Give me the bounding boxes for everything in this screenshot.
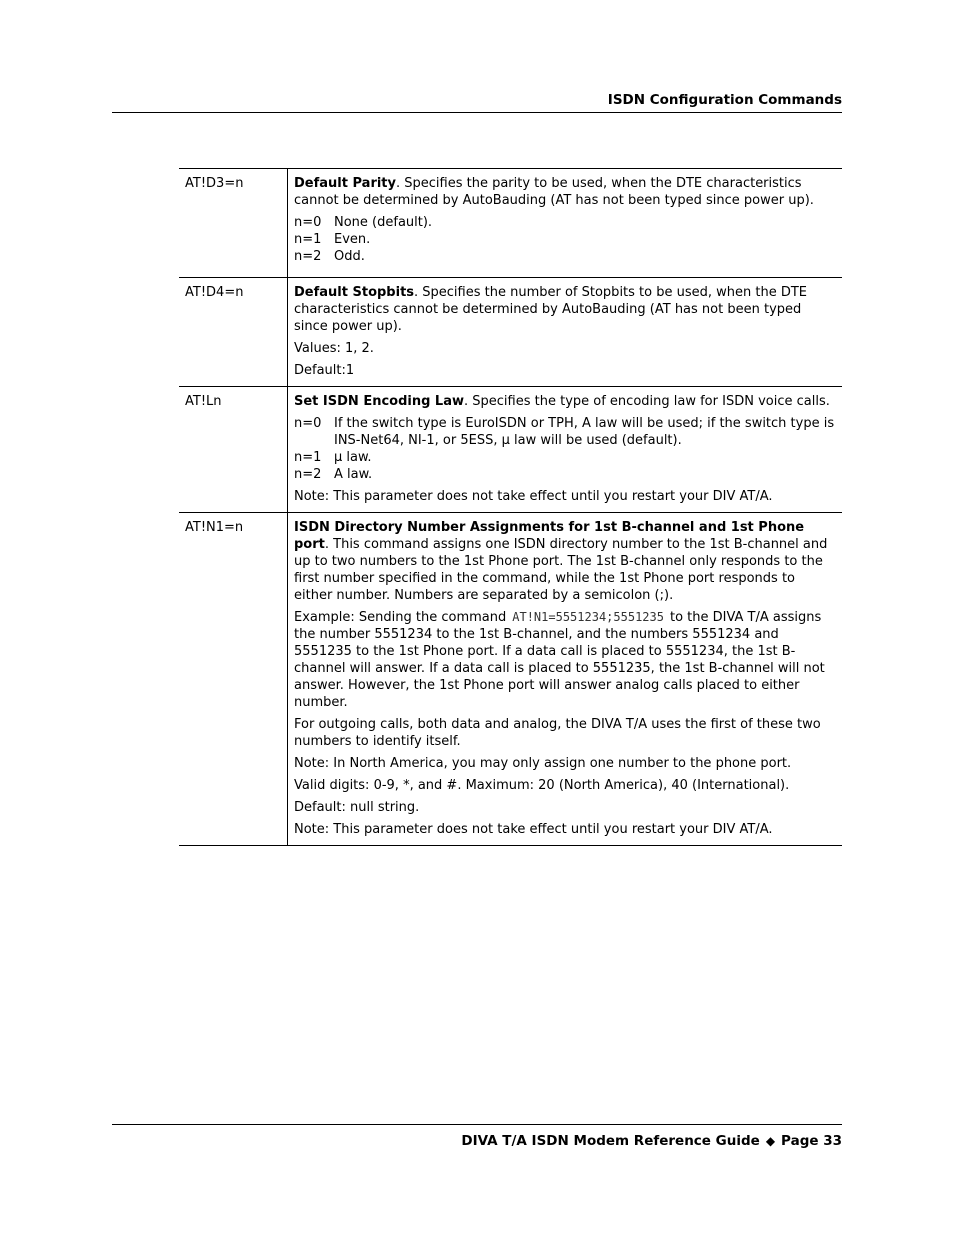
- option-item: n=0 If the switch type is EuroISDN or TPH, A law will be used; if the switch type is INS-Net64, NI-1, or 5ESS, µ law will be used (default).: [294, 416, 835, 448]
- table-row: [179, 169, 842, 278]
- option-item: n=2 Odd.: [294, 249, 365, 264]
- option-item: n=0 None (default).: [294, 215, 433, 230]
- table-row: [179, 387, 842, 513]
- option-item: n=2 A law.: [294, 467, 373, 482]
- option-list: [294, 214, 836, 265]
- guide-title: DIVA T/A ISDN Modem Reference Guide: [461, 1133, 760, 1149]
- example-text: Example: Sending the command AT!N1=5551234;5551235 to the DIVA T/A assigns the number 5551234 to the 1st B-channel, and the numbers 5551234 and 5551235 to the 1st Phone port. If a data call is placed to 5551234, the 1st B-channel will answer. If a data call is placed to 5551235, the 1st B-channel will not answer. However, the 1st Phone port will answer analog calls placed to either number.: [294, 610, 825, 710]
- command-table: [179, 168, 842, 846]
- command-description: . Specifies the parity to be used, when the DTE characteristics cannot be determined by AutoBauding (AT has not been typed since power up).: [294, 176, 814, 208]
- command-description: . Specifies the type of encoding law for ISDN voice calls.: [464, 394, 830, 409]
- command-title: ISDN Directory Number Assignments for 1st B-channel and 1st Phone port: [294, 520, 805, 552]
- description-cell: [288, 278, 843, 387]
- note-text: Note: This parameter does not take effect until you restart your DIV AT/A.: [294, 489, 773, 504]
- default-text: Default:1: [294, 363, 355, 378]
- example-command-code: AT!N1=5551234;5551235: [512, 610, 664, 624]
- page-number: Page 33: [781, 1133, 842, 1149]
- command-cell: AT!D3=n: [179, 169, 288, 278]
- note-text: Note: In North America, you may only assign one number to the phone port.: [294, 756, 792, 771]
- valid-digits-text: Valid digits: 0-9, *, and #. Maximum: 20 (North America), 40 (International).: [294, 778, 790, 793]
- option-item: n=1 Even.: [294, 232, 371, 247]
- description-cell: [288, 169, 843, 278]
- outgoing-text: For outgoing calls, both data and analog, the DIVA T/A uses the first of these two numbers to identify itself.: [294, 717, 821, 749]
- default-text: Default: null string.: [294, 800, 420, 815]
- note-text: Note: This parameter does not take effect until you restart your DIV AT/A.: [294, 822, 773, 837]
- table-row: [179, 513, 842, 846]
- description-cell: [288, 513, 843, 846]
- page-footer: [461, 1133, 842, 1149]
- header-rule: [112, 112, 842, 113]
- page-header-title: ISDN Configuration Commands: [607, 92, 842, 108]
- command-cell: AT!D4=n: [179, 278, 288, 387]
- option-item: n=1 µ law.: [294, 450, 372, 465]
- command-title: Set ISDN Encoding Law: [294, 394, 465, 409]
- command-title: Default Stopbits: [294, 285, 415, 300]
- command-cell: AT!Ln: [179, 387, 288, 513]
- table-row: [179, 278, 842, 387]
- diamond-icon: ◆: [765, 1134, 776, 1148]
- values-text: Values: 1, 2.: [294, 341, 374, 356]
- option-list: [294, 415, 836, 483]
- command-description: . Specifies the number of Stopbits to be used, when the DTE characteristics cannot be determined by AutoBauding (AT has not been typed since power up).: [294, 285, 808, 334]
- footer-rule: [112, 1124, 842, 1125]
- description-cell: [288, 387, 843, 513]
- command-description: . This command assigns one ISDN directory number to the 1st B-channel and up to two numbers to the 1st Phone port. The 1st B-channel only responds to the first number specified in the command, while the 1st Phone port responds to either number. Numbers are separated by a semicolon (;).: [294, 537, 828, 603]
- command-title: Default Parity: [294, 176, 396, 191]
- command-cell: AT!N1=n: [179, 513, 288, 846]
